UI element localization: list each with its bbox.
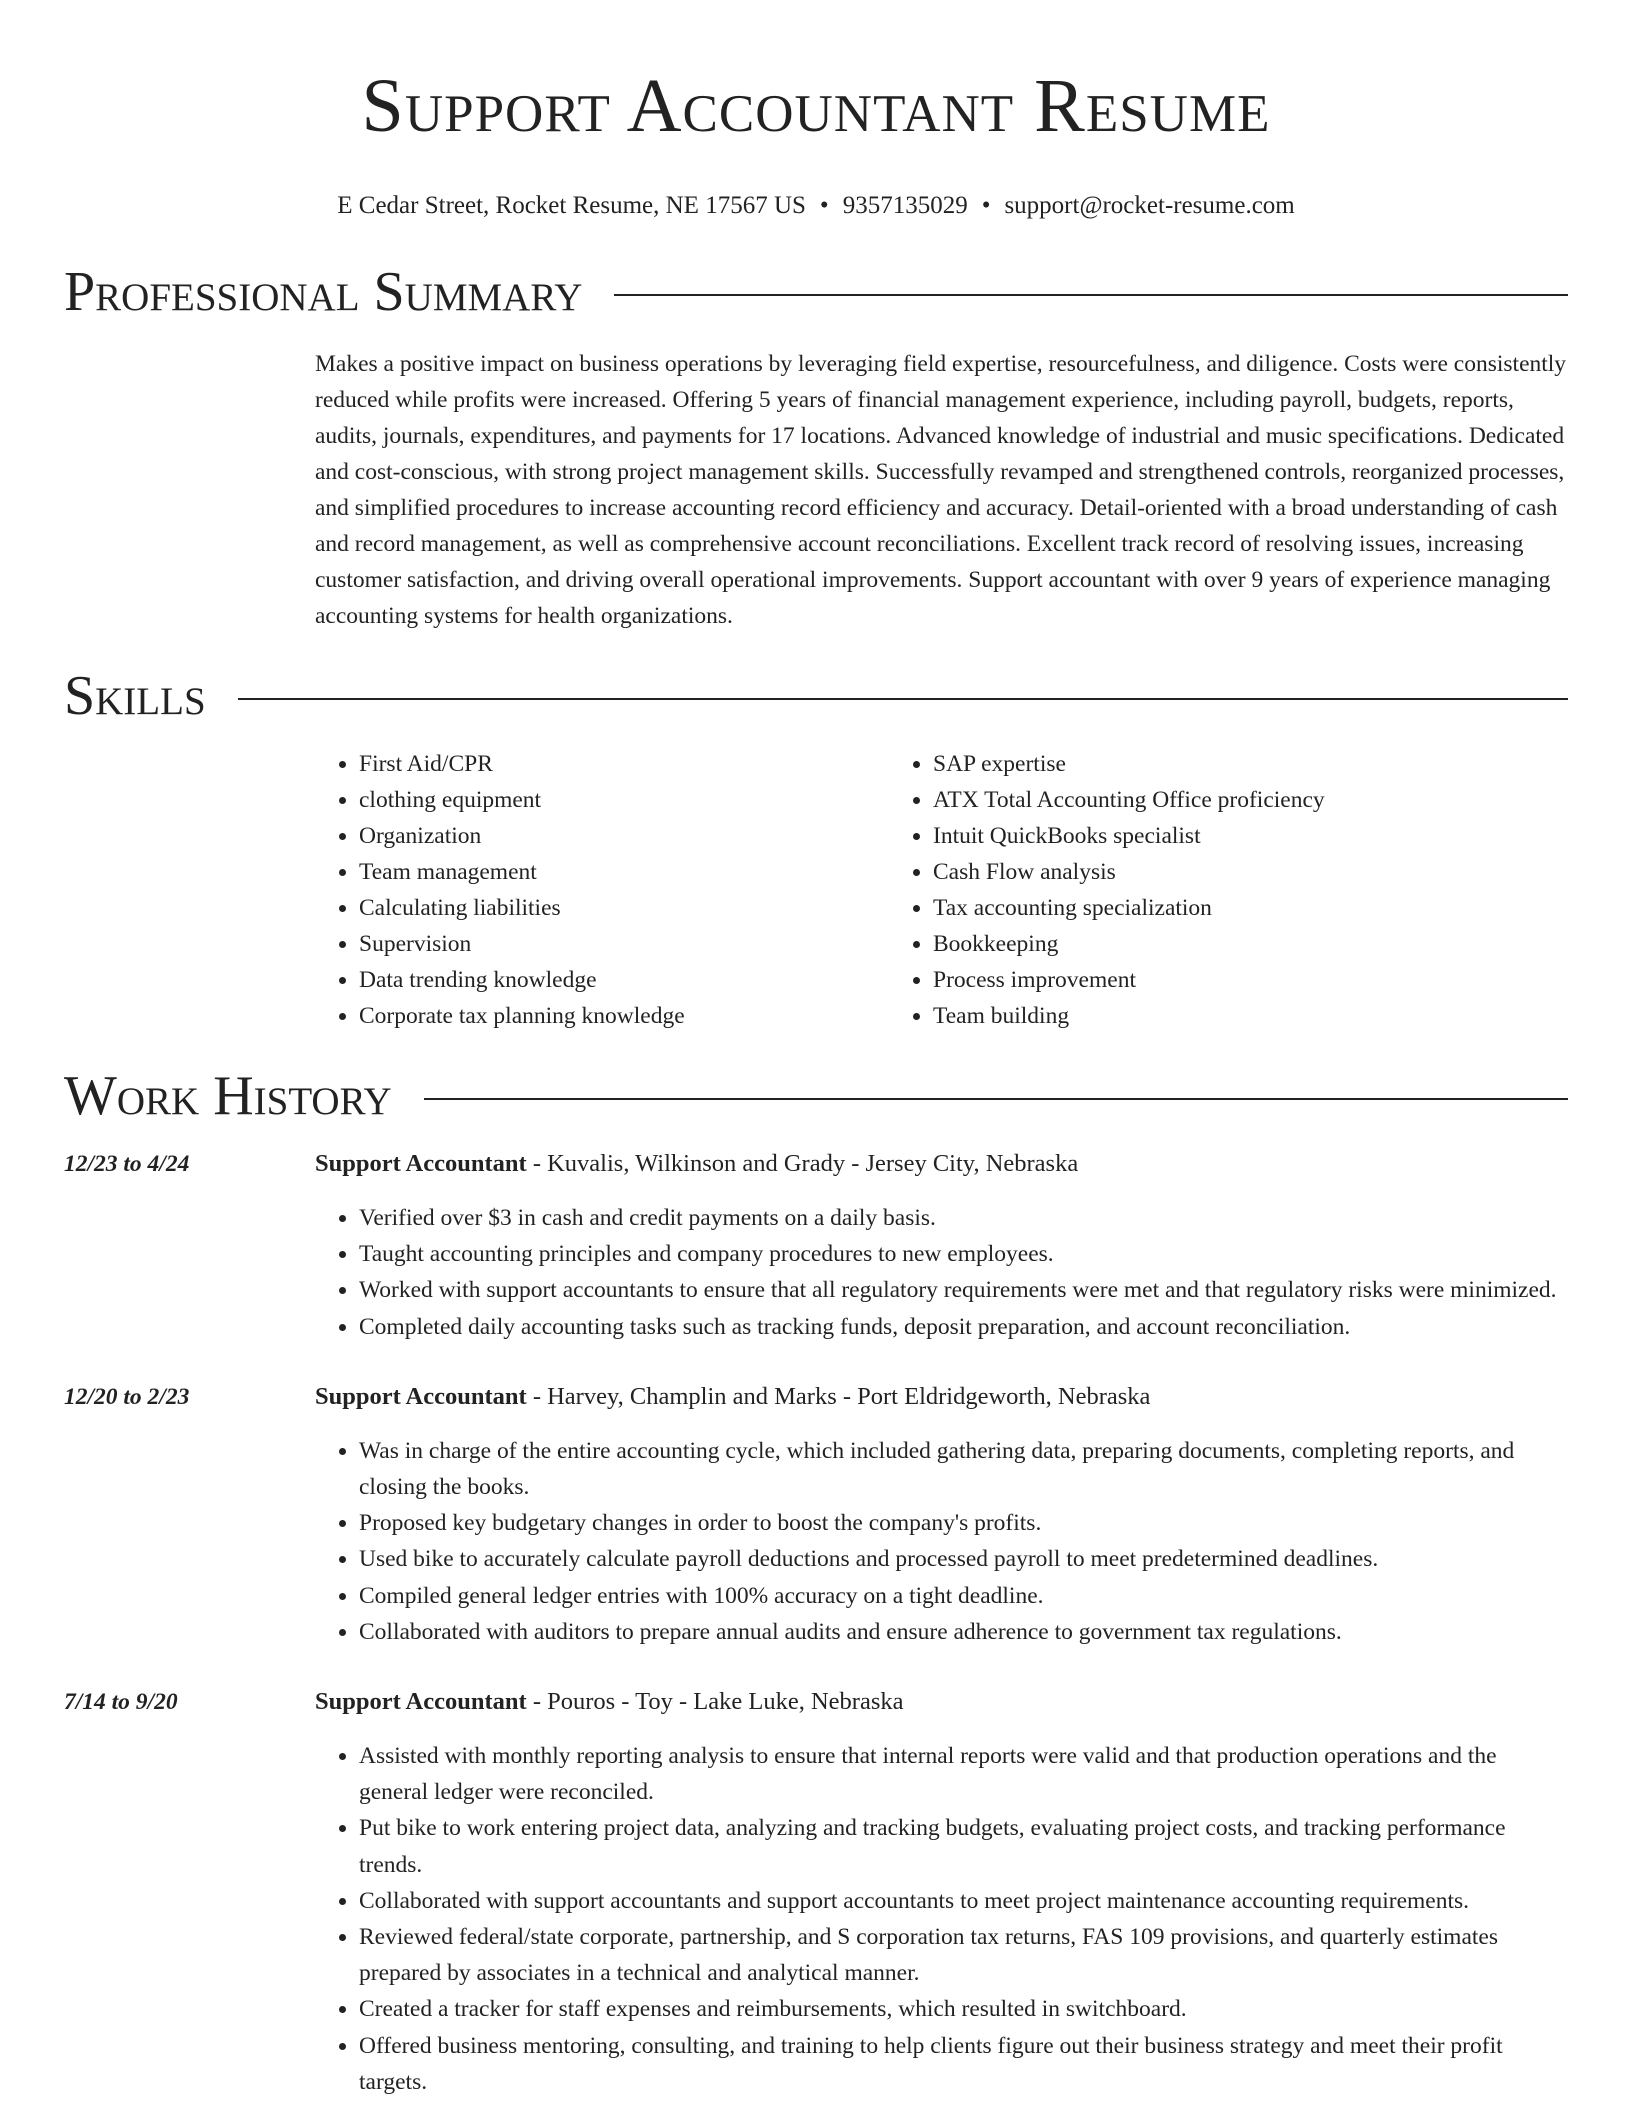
job-dates: 12/23 to 4/24 — [64, 1151, 190, 1177]
skill-item: • ATX Total Accounting Office proficiency — [933, 782, 1463, 818]
job-bullet: • Created a tracker for staff expenses and reimbursements, which resulted in switchboard. — [359, 1991, 1568, 2027]
contact-separator: • — [981, 192, 991, 219]
job-bullet: • Taught accounting principles and company procedures to new employees. — [359, 1236, 1568, 1272]
skill-item: • SAP expertise — [933, 746, 1463, 782]
job-bullets — [315, 1200, 1568, 1345]
job-bullet: • Offered business mentoring, consulting, and training to help clients figure out their business strategy and meet their profit targets. — [359, 2028, 1568, 2100]
work-history-list — [64, 1146, 1568, 2100]
work-heading: Work History — [64, 1065, 392, 1127]
job-bullet: • Verified over $3 in cash and credit payments on a daily basis. — [359, 1200, 1568, 1236]
skill-item: • clothing equipment — [359, 782, 889, 818]
skills-column-right — [889, 746, 1463, 1034]
job-title: Support Accountant — [315, 1150, 527, 1177]
job-employer: - Pouros - Toy - Lake Luke, Nebraska — [526, 1688, 904, 1716]
skill-item: • Calculating liabilities — [359, 890, 889, 926]
skill-item: • Process improvement — [933, 962, 1463, 998]
skill-item: • Data trending knowledge — [359, 962, 889, 998]
contact-address: E Cedar Street, Rocket Resume, NE 17567 US — [337, 192, 806, 219]
job-title: Support Accountant — [315, 1382, 527, 1410]
contact-phone: 9357135029 — [842, 192, 968, 219]
skill-item: • Tax accounting specialization — [933, 890, 1463, 926]
job-bullet: • Used bike to accurately calculate payroll deductions and processed payroll to meet predetermined deadlines. — [359, 1541, 1568, 1577]
skill-item: • First Aid/CPR — [359, 746, 889, 782]
skill-item: • Team building — [933, 998, 1463, 1034]
job-bullet: • Collaborated with auditors to prepare annual audits and ensure adherence to government tax regulations. — [359, 1614, 1568, 1650]
summary-heading: Professional Summary — [64, 261, 583, 323]
skill-item: • Bookkeeping — [933, 926, 1463, 962]
skill-item: • Corporate tax planning knowledge — [359, 998, 889, 1034]
job-employer: - Kuvalis, Wilkinson and Grady - Jersey City, Nebraska — [526, 1150, 1079, 1177]
skill-item: • Supervision — [359, 926, 889, 962]
job-bullet: • Compiled general ledger entries with 100% accuracy on a tight deadline. — [359, 1578, 1568, 1614]
skills-column-left — [315, 746, 889, 1034]
job-bullet: • Put bike to work entering project data, analyzing and tracking budgets, evaluating project costs, and tracking performance trends. — [359, 1810, 1568, 1882]
job-bullet: • Was in charge of the entire accounting cycle, which included gathering data, preparing documents, completing reports, and closing the books. — [359, 1433, 1568, 1505]
section-divider — [424, 1098, 1568, 1100]
summary-section-header — [64, 260, 1568, 324]
skills-section-header — [64, 664, 1568, 728]
job-heading — [315, 1684, 1568, 1720]
skills-heading: Skills — [64, 665, 206, 727]
work-section-header — [64, 1064, 1568, 1128]
contact-separator: • — [819, 192, 829, 219]
job-heading — [315, 1379, 1568, 1415]
job-dates: 12/20 to 2/23 — [64, 1383, 190, 1410]
job-title: Support Accountant — [315, 1688, 527, 1716]
job-bullet: • Assisted with monthly reporting analysis to ensure that internal reports were valid and that production operations and the general ledger were reconciled. — [359, 1738, 1568, 1810]
skill-item: • Organization — [359, 818, 889, 854]
skill-item: • Cash Flow analysis — [933, 854, 1463, 890]
job-bullet: • Completed daily accounting tasks such as tracking funds, deposit preparation, and account reconciliation. — [359, 1309, 1568, 1345]
job-entry — [64, 1684, 1568, 2100]
skill-item: • Team management — [359, 854, 889, 890]
job-bullets — [315, 1738, 1568, 2100]
resume-title: Support Accountant Resume — [361, 64, 1271, 148]
job-details — [315, 1684, 1568, 2100]
job-bullet: • Worked with support accountants to ensure that all regulatory requirements were met and that regulatory risks were minimized. — [359, 1272, 1568, 1308]
contact-email: support@rocket-resume.com — [1004, 192, 1295, 219]
contact-line — [64, 190, 1568, 222]
section-divider — [238, 698, 1568, 700]
job-dates: 7/14 to 9/20 — [64, 1689, 178, 1716]
job-details — [315, 1146, 1568, 1345]
job-bullet: • Collaborated with support accountants and support accountants to meet project maintenance accounting requirements. — [359, 1883, 1568, 1919]
job-bullets — [315, 1433, 1568, 1650]
job-employer: - Harvey, Champlin and Marks - Port Eldridgeworth, Nebraska — [526, 1382, 1151, 1410]
summary-text: Makes a positive impact on business operations by leveraging field expertise, resourcefulness, and diligence. Costs were consistently reduced while profits were increased. Offering 5 years of financial management experience, including payroll, budgets, reports, audits, journals, expenditures, and payments for 17 locations. Advanced knowledge of industrial and music specifications. Dedicated and cost-conscious, with strong project management skills. Successfully revamped and strengthened controls, reorganized processes, and simplified procedures to increase accounting record efficiency and accuracy. Detail-oriented with a broad understanding of cash and record management, as well as comprehensive account reconciliations. Excellent track record of resolving issues, increasing customer satisfaction, and driving overall operational improvements. Support accountant with over 9 years of experience managing accounting systems for health organizations. — [315, 351, 1567, 629]
skill-item: • Intuit QuickBooks specialist — [933, 818, 1463, 854]
section-divider — [614, 294, 1568, 296]
job-heading — [315, 1146, 1568, 1182]
job-entry — [64, 1379, 1568, 1650]
job-bullet: • Proposed key budgetary changes in order to boost the company's profits. — [359, 1505, 1568, 1541]
skills-list — [315, 746, 1568, 1034]
job-details — [315, 1379, 1568, 1650]
job-bullet: • Reviewed federal/state corporate, partnership, and S corporation tax returns, FAS 109 provisions, and quarterly estimates prepared by associates in a technical and analytical manner. — [359, 1919, 1568, 1991]
job-entry — [64, 1146, 1568, 1345]
